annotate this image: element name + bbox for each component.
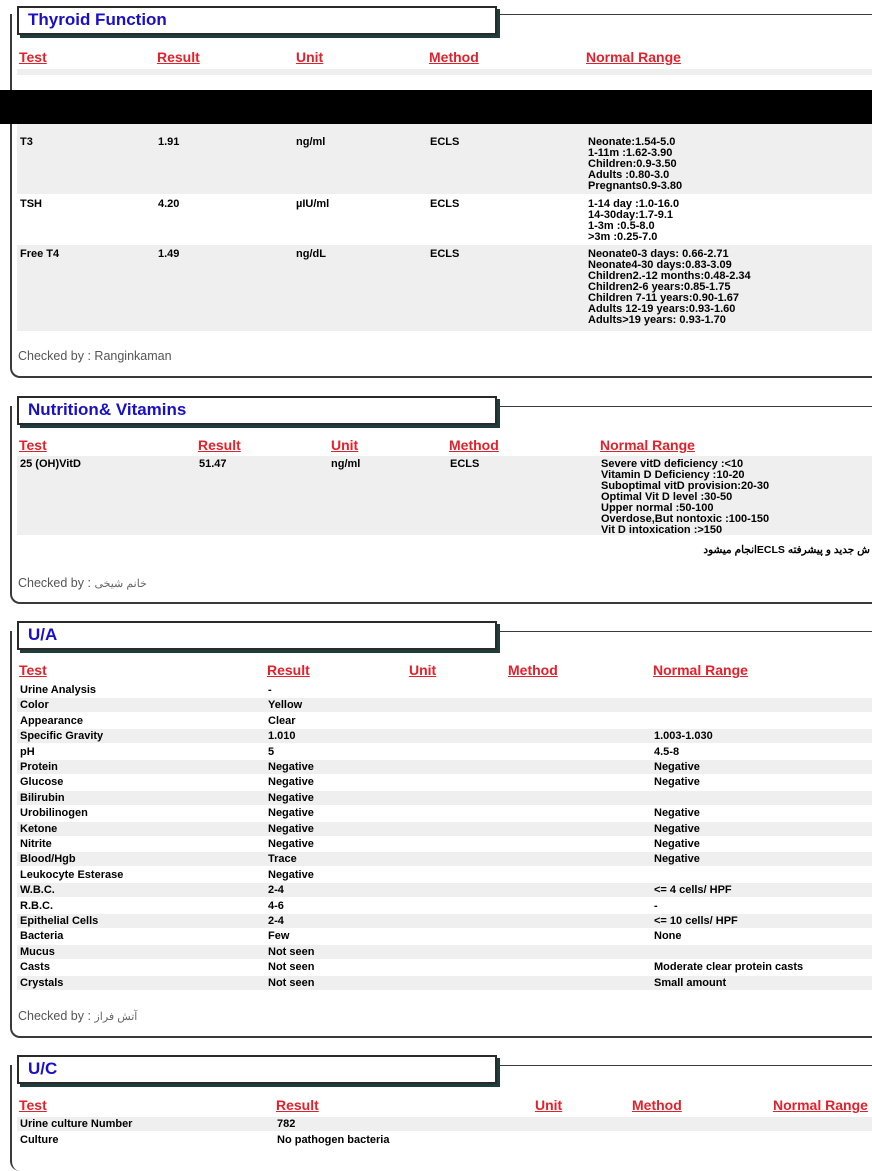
test-normal-range: Neonate0-3 days: 0.66-2.71 Neonate4-30 days:0.83-3.09 Children2.-12 months:0.48-2.34 Children2-6 years:0.85-1.75 Children 7-11 years:0.90-1.67 Adults 12-19 years:0.93-1.60 Adults>19 years: 0.93-1.70 <box>588 248 751 326</box>
test-normal-range: Negative <box>654 776 700 789</box>
test-normal-range: Negative <box>654 761 700 773</box>
test-result: Negative <box>268 822 314 835</box>
test-unit: ng/ml <box>331 458 361 470</box>
test-result: 1.010 <box>268 730 296 743</box>
test-result: 1.49 <box>158 248 180 260</box>
col-header-result: Result <box>157 49 200 65</box>
section-title-box <box>17 6 497 35</box>
test-name: Leukocyte Esterase <box>20 868 124 881</box>
test-method: ECLS <box>430 248 460 260</box>
test-name: pH <box>20 745 35 758</box>
section-title-box <box>17 621 497 650</box>
col-header-test: Test <box>19 662 47 678</box>
checked-by-label: Checked by : <box>18 576 91 590</box>
test-normal-range: 1.003-1.030 <box>654 730 713 743</box>
test-name: Glucose <box>20 776 64 789</box>
redaction-bar <box>0 90 872 124</box>
row-shade <box>17 124 872 194</box>
section-title-box <box>17 396 497 425</box>
row-shade <box>17 945 872 959</box>
test-method: ECLS <box>430 136 460 148</box>
test-unit: µIU/ml <box>296 198 330 210</box>
test-name: Protein <box>20 761 58 773</box>
section-title: Thyroid Function <box>28 10 167 29</box>
col-header-method: Method <box>632 1097 682 1113</box>
row-shade <box>17 914 872 928</box>
checked-by <box>18 576 147 590</box>
test-name: 25 (OH)VitD <box>20 458 81 470</box>
test-result: 1.91 <box>158 136 180 148</box>
test-result: Negative <box>268 791 314 804</box>
test-normal-range: 1-14 day :1.0-16.0 14-30day:1.7-9.1 1-3m :0.5-8.0 >3m :0.25-7.0 <box>588 198 680 243</box>
row-shade <box>17 1117 872 1131</box>
test-result: - <box>268 684 272 696</box>
test-name: Specific Gravity <box>20 730 104 743</box>
test-result: Negative <box>268 868 314 881</box>
test-result: 4-6 <box>268 899 284 912</box>
col-header-unit: Unit <box>535 1097 563 1113</box>
test-result: No pathogen bacteria <box>277 1134 390 1146</box>
checked-by: Checked by : Ranginkaman <box>18 349 172 363</box>
col-header-normal-range: Normal Range <box>653 662 748 678</box>
test-name: Crystals <box>20 976 64 989</box>
method-note: ش جدید و پیشرفته ECLSانجام میشود <box>703 544 870 556</box>
checked-by <box>18 1009 137 1023</box>
col-header-unit: Unit <box>296 49 324 65</box>
test-normal-range: 4.5-8 <box>654 745 680 758</box>
row-shade <box>17 698 872 712</box>
col-header-normal-range: Normal Range <box>600 437 695 453</box>
col-header-method: Method <box>449 437 499 453</box>
section-frame-top <box>495 406 872 407</box>
test-name: Urobilinogen <box>20 807 88 820</box>
row-shade <box>17 760 872 774</box>
urinalysis-section <box>0 617 872 1038</box>
test-normal-range: Neonate:1.54-5.0 1-11m :1.62-3.90 Children:0.9-3.50 Adults :0.80-3.0 Pregnants0.9-3.80 <box>588 136 683 192</box>
col-header-test: Test <box>19 437 47 453</box>
test-normal-range: <= 10 cells/ HPF <box>654 915 738 927</box>
row-shade <box>17 976 872 990</box>
test-result: 4.20 <box>158 198 180 210</box>
col-header-result: Result <box>198 437 241 453</box>
nutrition-section <box>0 392 872 604</box>
col-header-unit: Unit <box>409 662 437 678</box>
test-name: Nitrite <box>20 838 52 850</box>
row-shade <box>17 69 872 75</box>
test-result: Negative <box>268 838 314 850</box>
row-shade <box>17 822 872 836</box>
test-result: Not seen <box>268 945 315 958</box>
checked-by-label: Checked by : <box>18 1009 91 1023</box>
test-name: Free T4 <box>20 248 60 260</box>
col-header-unit: Unit <box>331 437 359 453</box>
test-normal-range: - <box>654 899 658 912</box>
urine-culture-section <box>0 1051 872 1171</box>
test-normal-range: Small amount <box>654 976 727 989</box>
section-title: Nutrition& Vitamins <box>28 400 187 419</box>
test-result: Not seen <box>268 961 315 974</box>
test-unit: ng/ml <box>296 136 326 148</box>
test-result: Negative <box>268 776 314 789</box>
test-method: ECLS <box>430 198 460 210</box>
row-shade <box>17 852 872 866</box>
section-frame-top <box>495 631 872 632</box>
col-header-normal-range: Normal Range <box>586 49 681 65</box>
row-shade <box>17 791 872 805</box>
col-header-result: Result <box>267 662 310 678</box>
test-name: Urine Analysis <box>20 684 97 696</box>
test-normal-range: Negative <box>654 822 700 835</box>
test-name: Casts <box>20 961 50 974</box>
test-name: Ketone <box>20 822 58 835</box>
col-header-test: Test <box>19 1097 47 1113</box>
test-result: Yellow <box>268 699 303 712</box>
test-result: Few <box>268 930 290 943</box>
test-result: 2-4 <box>268 915 284 927</box>
test-name: T3 <box>20 136 33 148</box>
col-header-method: Method <box>508 662 558 678</box>
test-name: Appearance <box>20 714 83 727</box>
checked-by-signature: آتش فراز <box>94 1011 138 1023</box>
test-unit: ng/dL <box>296 248 326 260</box>
row-shade <box>17 729 872 743</box>
test-name: Color <box>20 699 49 712</box>
test-result: 5 <box>268 745 275 758</box>
test-result: 782 <box>277 1118 296 1130</box>
test-name: W.B.C. <box>20 884 55 897</box>
test-result: Not seen <box>268 976 315 989</box>
test-name: Mucus <box>20 945 55 958</box>
test-result: Negative <box>268 761 314 773</box>
test-name: Urine culture Number <box>20 1118 133 1130</box>
test-normal-range: None <box>654 930 682 943</box>
test-result: Negative <box>268 807 314 820</box>
test-normal-range: Moderate clear protein casts <box>654 961 804 974</box>
test-name: Culture <box>20 1134 59 1146</box>
test-normal-range: Severe vitD deficiency :<10 Vitamin D Deficiency :10-20 Suboptimal vitD provision:20-30 Optimal Vit D level :30-50 Upper normal :50-100 Overdose,But nontoxic :100-150 Vit D intoxication :>150 <box>601 458 770 536</box>
col-header-method: Method <box>429 49 479 65</box>
test-normal-range: <= 4 cells/ HPF <box>654 884 732 897</box>
section-frame-top <box>495 14 872 15</box>
col-header-test: Test <box>19 49 47 65</box>
test-normal-range: Negative <box>654 838 700 850</box>
test-name: Bilirubin <box>20 791 65 804</box>
section-title-box <box>17 1055 497 1084</box>
thyroid-section <box>0 0 872 378</box>
test-normal-range: Negative <box>654 853 700 866</box>
section-frame-top <box>495 1065 872 1066</box>
test-name: R.B.C. <box>20 899 53 912</box>
test-result: Clear <box>268 714 296 727</box>
section-title: U/C <box>28 1059 58 1078</box>
row-shade <box>17 883 872 897</box>
checked-by-signature: خانم شیخی <box>94 578 147 590</box>
test-name: Blood/Hgb <box>20 853 76 866</box>
test-result: Trace <box>268 853 297 866</box>
test-result: 51.47 <box>199 458 227 470</box>
col-header-normal-range: Normal Range <box>773 1097 868 1113</box>
col-header-result: Result <box>276 1097 319 1113</box>
test-name: TSH <box>20 198 42 210</box>
test-result: 2-4 <box>268 884 284 897</box>
test-name: Epithelial Cells <box>20 915 99 927</box>
section-title: U/A <box>28 625 58 644</box>
test-method: ECLS <box>450 458 480 470</box>
test-name: Bacteria <box>20 930 64 943</box>
test-normal-range: Negative <box>654 807 700 820</box>
